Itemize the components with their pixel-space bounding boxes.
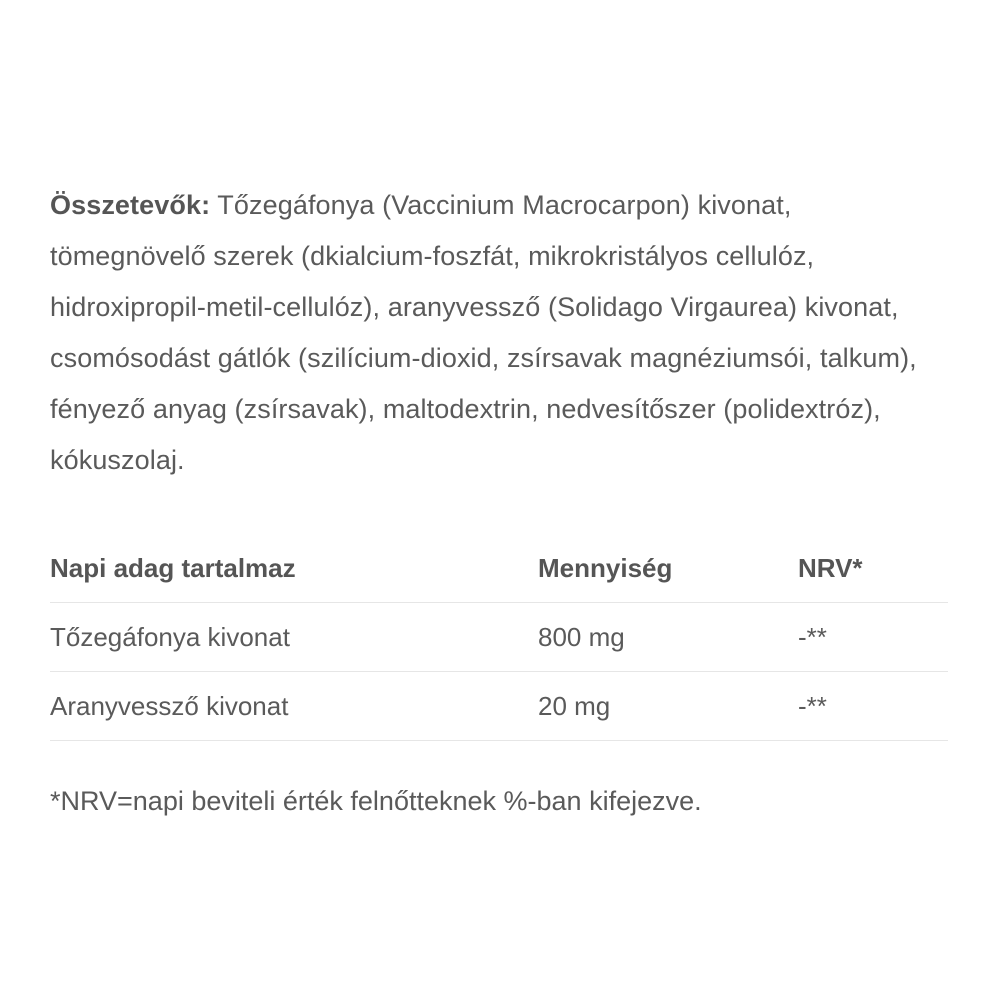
ingredients-label: Összetevők: — [50, 190, 211, 220]
row-ingredient-name: Tőzegáfonya kivonat — [50, 603, 538, 672]
table-header — [50, 534, 948, 603]
row-nrv: -** — [798, 672, 948, 741]
row-amount: 800 mg — [538, 603, 798, 672]
table-header-row — [50, 534, 948, 603]
table-body — [50, 603, 948, 741]
row-amount: 20 mg — [538, 672, 798, 741]
nrv-footnote: *NRV=napi beviteli érték felnőtteknek %-ban kifejezve. — [50, 786, 702, 816]
table-row — [50, 672, 948, 741]
table-row — [50, 603, 948, 672]
ingredients-paragraph — [50, 180, 950, 486]
header-daily-dose: Napi adag tartalmaz — [50, 534, 538, 603]
header-nrv: NRV* — [798, 534, 948, 603]
header-amount: Mennyiség — [538, 534, 798, 603]
row-ingredient-name: Aranyvessző kivonat — [50, 672, 538, 741]
nutrition-table — [50, 534, 948, 741]
row-nrv: -** — [798, 603, 948, 672]
ingredients-text: Tőzegáfonya (Vaccinium Macrocarpon) kivonat, tömegnövelő szerek (dkialcium-foszfát, mikrokristályos cellulóz, hidroxipropil-metil-cellulóz), aranyvessző (Solidago Virgaurea) kivonat, csomósodást gátlók (szilícium-dioxid, zsírsavak magnéziumsói, talkum), fényező anyag (zsírsavak), maltodextrin, nedvesítőszer (polidextróz), kókuszolaj. — [50, 190, 917, 475]
product-info — [50, 180, 950, 821]
